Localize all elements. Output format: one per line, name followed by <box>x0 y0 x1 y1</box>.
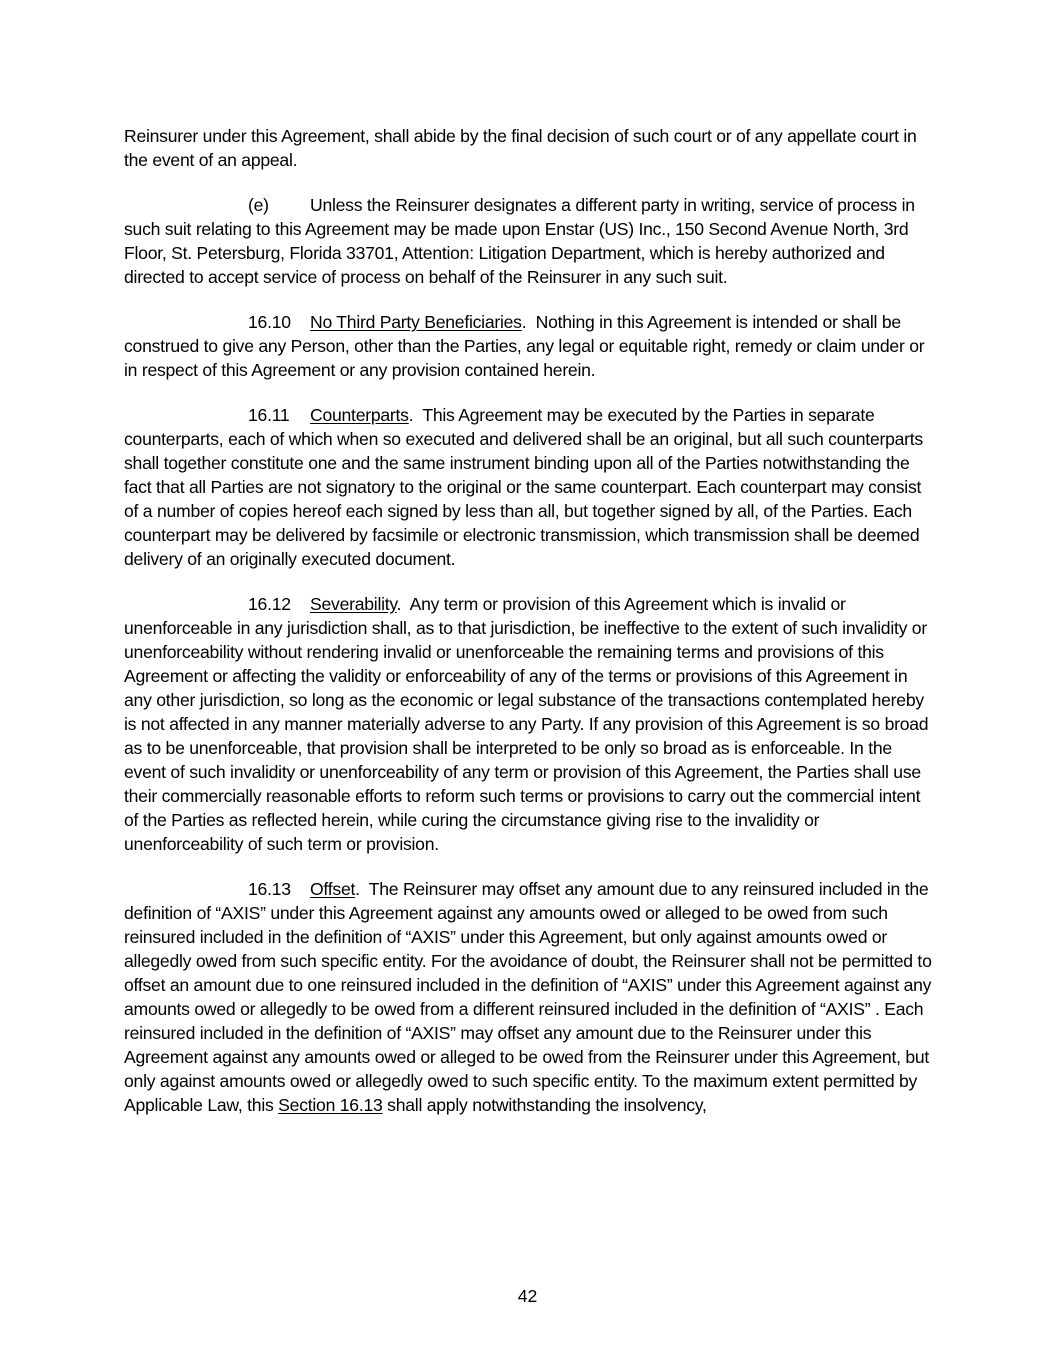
section-16-12: 16.12 Severability. Any term or provision of this Agreement which is invalid or unenforceable in any jurisdiction shall, as to that jurisdiction, be ineffective to the extent of such invalidity or unenforceability without rendering invalid or unenforceable the remaining terms and provisions of this Agreement or affecting the validity or enforceability of any of the terms or provisions of this Agreement in any other jurisdiction, so long as the economic or legal substance of the transactions contemplated hereby is not affected in any manner materially adverse to any Party. If any provision of this Agreement is so broad as to be unenforceable, that provision shall be interpreted to be only so broad as is enforceable. In the event of such invalidity or unenforceability of any term or provision of this Agreement, the Parties shall use their commercially reasonable efforts to reform such terms or provisions to carry out the commercial intent of the Parties as reflected herein, while curing the circumstance giving rise to the invalidity or unenforceability of such term or provision. <box>124 594 929 854</box>
section-title: No Third Party Beneficiaries <box>310 312 522 332</box>
clause-e-paragraph <box>124 193 936 289</box>
section-number: 16.12 <box>248 594 291 614</box>
document-page <box>124 124 936 1138</box>
continuation-paragraph <box>124 124 936 172</box>
clause-e-text: Unless the Reinsurer designates a different party in writing, service of process in such suit relating to this Agreement may be made upon Enstar (US) Inc., 150 Second Avenue North, 3rd Floor, St. Petersburg, Florida 33701, Attention: Litigation Department, which is hereby authorized and directed to accept service of process on behalf of the Reinsurer in any such suit. <box>124 195 915 287</box>
section-number: 16.10 <box>248 312 291 332</box>
section-16-11: 16.11 Counterparts. This Agreement may be executed by the Parties in separate counterparts, each of which when so executed and delivered shall be an original, but all such counterparts shall together constitute one and the same instrument binding upon all of the Parties notwithstanding the fact that all Parties are not signatory to the original or the same counterpart. Each counterpart may consist of a number of copies hereof each signed by less than all, but together signed by all, of the Parties. Each counterpart may be delivered by facsimile or electronic transmission, which transmission shall be deemed delivery of an originally executed document. <box>124 405 923 569</box>
section-title: Offset <box>310 879 356 899</box>
continuation-text: Reinsurer under this Agreement, shall abide by the final decision of such court or of any appellate court in the event of an appeal. <box>124 126 917 170</box>
section-number: 16.11 <box>248 405 290 425</box>
page-number: 42 <box>517 1286 538 1306</box>
section-title: Counterparts <box>310 405 409 425</box>
clause-e-label: (e) <box>248 195 269 215</box>
page-footer <box>0 1284 1055 1308</box>
section-text-continued: shall apply notwithstanding the insolvency, <box>382 1095 707 1115</box>
section-text: Nothing in this Agreement is intended or shall be construed to give any Person, other than the Parties, any legal or equitable right, remedy or claim under or in respect of this Agreement or any provision contained herein. <box>124 312 925 380</box>
section-16-13: 16.13 Offset. The Reinsurer may offset any amount due to any reinsured included in the definition of “AXIS” under this Agreement against any amounts owed or alleged to be owed from such reinsured included in the definition of “AXIS” under this Agreement, but only against amounts owed or allegedly owed from such specific entity. For the avoidance of doubt, the Reinsurer shall not be permitted to offset an amount due to one reinsured included in the definition of “AXIS” under this Agreement against any amounts owed or allegedly to be owed from a different reinsured included in the definition of “AXIS” . Each reinsured included in the definition of “AXIS” may offset any amount due to the Reinsurer under this Agreement against any amounts owed or alleged to be owed from the Reinsurer under this Agreement, but only against amounts owed or allegedly owed to such specific entity. To the maximum extent permitted by Applicable Law, this Section 16.13 shall apply notwithstanding the insolvency, <box>124 879 932 1115</box>
section-number: 16.13 <box>248 879 291 899</box>
section-text: This Agreement may be executed by the Parties in separate counterparts, each of which when so executed and delivered shall be an original, but all such counterparts shall together constitute one and the same instrument binding upon all of the Parties notwithstanding the fact that all Parties are not signatory to the original or the same counterpart. Each counterpart may consist of a number of copies hereof each signed by less than all, but together signed by all, of the Parties. Each counterpart may be delivered by facsimile or electronic transmission, which transmission shall be deemed delivery of an originally executed document. <box>124 405 923 569</box>
section-title: Severability <box>310 594 397 614</box>
section-16-10: 16.10 No Third Party Beneficiaries. Nothing in this Agreement is intended or shall be construed to give any Person, other than the Parties, any legal or equitable right, remedy or claim under or in respect of this Agreement or any provision contained herein. <box>124 312 925 380</box>
section-text: The Reinsurer may offset any amount due to any reinsured included in the definition of “AXIS” under this Agreement against any amounts owed or alleged to be owed from such reinsured included in the definition of “AXIS” under this Agreement, but only against amounts owed or allegedly owed from such specific entity. For the avoidance of doubt, the Reinsurer shall not be permitted to offset an amount due to one reinsured included in the definition of “AXIS” under this Agreement against any amounts owed or allegedly to be owed from a different reinsured included in the definition of “AXIS” . Each reinsured included in the definition of “AXIS” may offset any amount due to the Reinsurer under this Agreement against any amounts owed or alleged to be owed from the Reinsurer under this Agreement, but only against amounts owed or allegedly owed to such specific entity. To the maximum extent permitted by Applicable Law, this <box>124 879 932 1115</box>
section-cross-reference: Section 16.13 <box>278 1095 383 1115</box>
section-text: Any term or provision of this Agreement which is invalid or unenforceable in any jurisdiction shall, as to that jurisdiction, be ineffective to the extent of such invalidity or unenforceability without rendering invalid or unenforceable the remaining terms and provisions of this Agreement or affecting the validity or enforceability of any of the terms or provisions of this Agreement in any other jurisdiction, so long as the economic or legal substance of the transactions contemplated hereby is not affected in any manner materially adverse to any Party. If any provision of this Agreement is so broad as to be unenforceable, that provision shall be interpreted to be only so broad as is enforceable. In the event of such invalidity or unenforceability of any term or provision of this Agreement, the Parties shall use their commercially reasonable efforts to reform such terms or provisions to carry out the commercial intent of the Parties as reflected herein, while curing the circumstance giving rise to the invalidity or unenforceability of such term or provision. <box>124 594 929 854</box>
